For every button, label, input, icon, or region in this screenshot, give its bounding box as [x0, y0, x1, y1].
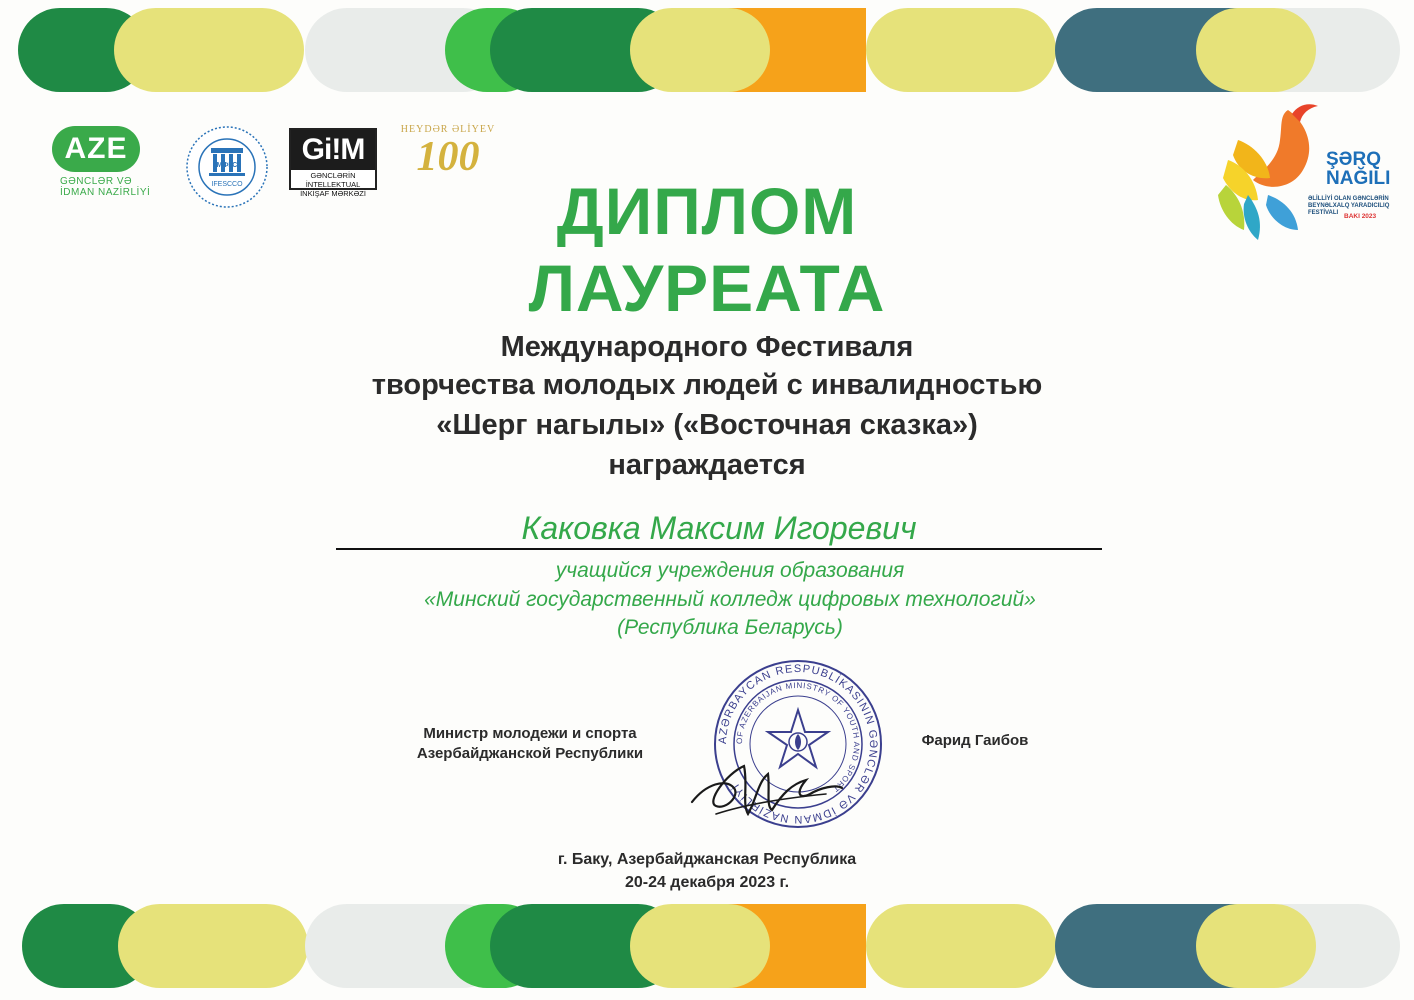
event-dates: 20-24 декабря 2023 г. — [624, 874, 790, 891]
ifescco-label: IFESCCO — [211, 181, 243, 188]
event-place: г. Баку, Азербайджанская Республика — [557, 851, 857, 868]
festival-name-line1: ŞƏRQ — [1326, 149, 1381, 170]
bottom-decorative-band — [0, 904, 1414, 988]
gilm-line2: İNKİŞAF MƏRKƏZİ — [300, 189, 366, 198]
aliyev-caption: HEYDƏR ƏLİYEV — [400, 124, 496, 135]
recipient-underline — [336, 548, 1102, 550]
festival-city-year: BAKI 2023 — [1344, 213, 1377, 220]
aze-logo-text: AZE — [52, 126, 140, 172]
body-line1: Международного Фестиваля — [500, 331, 914, 363]
body-line3: «Шерг нагылы» («Восточная сказка») — [436, 409, 978, 441]
recipient-info-line2: «Минский государственный колледж цифровых технологий» — [424, 588, 1036, 611]
recipient-name: Каковка Максим Игоревич — [521, 510, 917, 546]
festival-subtitle: ƏLİLLİYİ OLAN GƏNCLƏRİN BEYNƏLXALQ YARADICILIQ FESTİVALI — [1308, 196, 1390, 216]
aze-subtitle-line1: GƏNCLƏR VƏ — [60, 176, 133, 187]
festival-name-line2: NAĞILI — [1326, 168, 1391, 189]
seal-outer-text: AZƏRBAYCAN RESPUBLİKASININ GƏNCLƏR VƏ İDMAN NAZİRLİYİ — [716, 662, 880, 826]
seal-inner-text: OF AZERBAIJAN MINISTRY OF YOUTH AND SPORT — [734, 680, 862, 794]
diploma-title-line1: ДИПЛОМ — [556, 174, 858, 248]
gilm-mark: Gi!M — [291, 130, 375, 170]
top-decorative-band — [0, 8, 1414, 92]
recipient-info-line1: учащийся учреждения образования — [555, 559, 905, 582]
gilm-line1: GƏNCLƏRİN İNTELLEKTUAL — [305, 171, 361, 189]
signer-position — [380, 724, 680, 764]
diploma-title-line2: ЛАУРЕАТА — [528, 251, 886, 325]
signer-position-line1: Министр молодежи и спорта — [423, 725, 637, 742]
body-line2: творчества молодых людей с инвалидностью — [371, 369, 1043, 401]
body-line4: награждается — [608, 449, 806, 481]
handwritten-signature — [686, 744, 846, 828]
signer-position-line2: Азербайджанской Республики — [416, 745, 644, 762]
aliyev-number: 100 — [416, 134, 480, 180]
ifescco-center-text: МФГС — [216, 162, 238, 169]
aze-subtitle-line2: İDMAN NAZİRLİYİ — [60, 187, 151, 198]
signer-name: Фарид Гаибов — [921, 732, 1029, 749]
recipient-info-line3: (Республика Беларусь) — [617, 616, 843, 639]
